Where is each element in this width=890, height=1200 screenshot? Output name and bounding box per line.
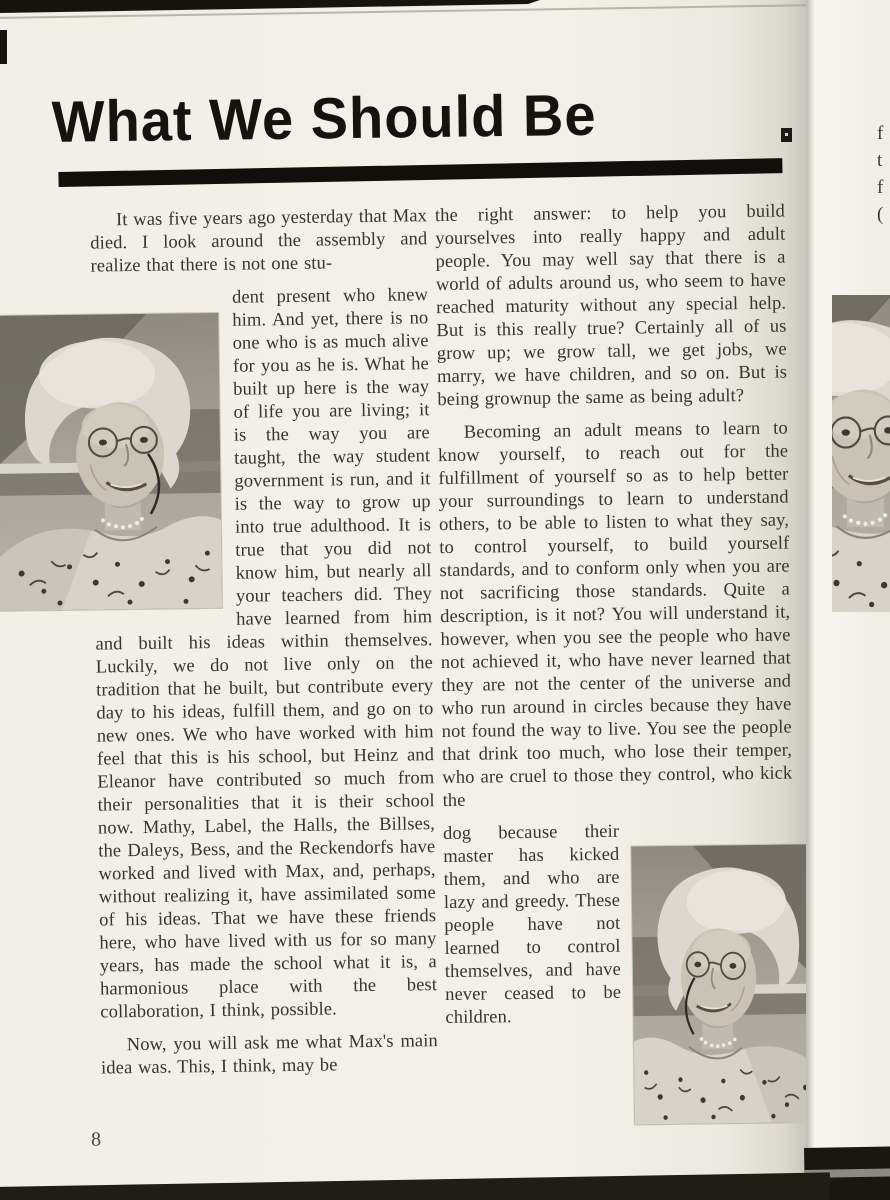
paragraph — [435, 201, 788, 413]
body-column-right — [435, 201, 797, 1134]
partial-letter: ( — [877, 204, 884, 225]
photo-elderly-woman-right — [631, 844, 806, 1124]
paragraph-text: It was five years ago yesterday that Max died. I look around the assembly and realize that there is not one stu- — [90, 206, 428, 277]
paragraph-text: dent present who knew him. And yet, there is no one who is as much alive for you as he is. What he built up here is the way of life you are living; it is the way you are taught, the way student government is run, and it is the way to grow up into true adulthood. It is true that you did not know him, but nearly all your teachers did. They have learned from him and built his ideas within themselves. Luckily, we do not live only on the tradition that he built, but contribute every day to his ideas, fulfill them, and go on to new ones. We who have worked with him feel that this is his school, but Heinz and Eleanor have contributed so much from their personalities that it is their school now. Mathy, Label, the Halls, the Billses, the Daleys, Bess, and the Reckendorfs have worked and lived with Max, and, perhaps, without realizing it, have assimilated some of his ideas. That we have these friends here, who have lived with us for so many years, has made the school what it is, a harmonious place with the best collaboration, I think, possible. — [95, 285, 438, 1023]
page-title: What We Should Be — [51, 81, 597, 155]
page-number: 8 — [90, 1128, 102, 1151]
paragraph-text: Now, you will ask me what Max's main idea was. This, I think, may be — [100, 1031, 438, 1079]
paragraph-text: the right answer: to help you build yourselves into really happy and adult people. You may well say that there is a world of adults around us, who seem to have reached maturity without any special help. But is this really true? Certainly all of us grow up; we grow tall, we get jobs, we marry, we have children, and so on. But is being grownup the same as being adult? — [434, 201, 788, 411]
partial-letter: t — [877, 150, 883, 171]
paragraph-text: dog because their master has kicked them, and who are lazy and greedy. These people have not learned to control themselves, and have never ceased to be children. — [442, 821, 622, 1029]
paragraph — [91, 284, 438, 1024]
paragraph — [101, 1030, 439, 1080]
partial-photo-sliver — [832, 295, 890, 612]
photo-elderly-woman-left — [0, 313, 222, 611]
paragraph — [438, 417, 793, 813]
partial-letter: f — [877, 177, 884, 198]
title-underline-bar — [58, 158, 782, 187]
partial-letter: f — [877, 123, 884, 144]
scan-corner-mark — [0, 30, 7, 64]
paragraph — [443, 818, 796, 1030]
partial-text-sliver — [877, 120, 890, 236]
margin-ink-mark — [781, 128, 792, 142]
body-column-left — [90, 205, 439, 1090]
paragraph — [90, 205, 428, 278]
paragraph-text: Becoming an adult means to learn to know yourself, to reach out for the fulfillment of yourself so as to help better your surroundings to learn to understand others, to be able to listen to what they say, to control yourself, to build yourself standards, and to conform only when you are not sacrificing those standards. Quite a description, is it not? You will understand it, however, when you see the people who have not achieved it, who have never learned that they are not the center of the universe and who run around in circles because they have not found the way to live. You see the people that drink too much, who lose their temper, who are cruel to those they control, who kick the — [437, 418, 793, 812]
